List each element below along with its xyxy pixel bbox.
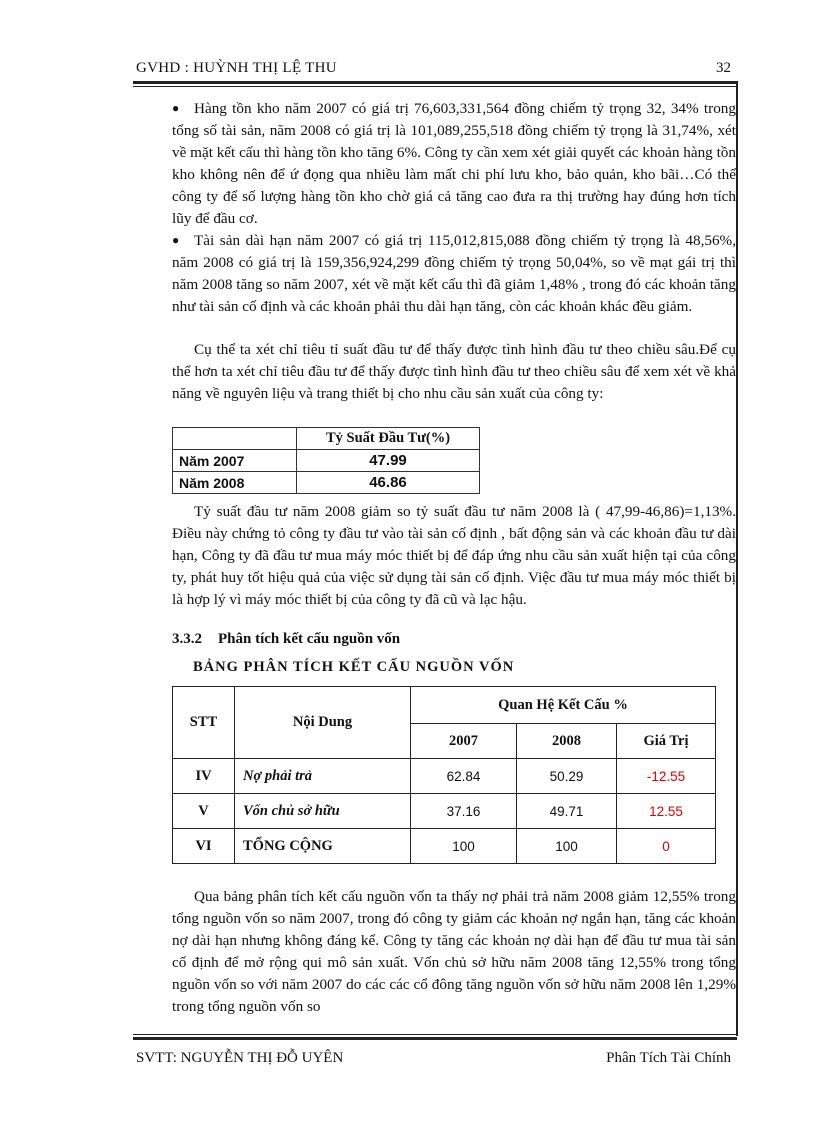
page-footer	[133, 1050, 733, 1072]
investment-row-label: Năm 2007	[173, 450, 297, 472]
footer-rule-thin	[133, 1034, 737, 1035]
bullet-dot-icon: ●	[172, 101, 180, 115]
investment-table-header: Tỷ Suất Đầu Tư(%)	[297, 428, 480, 450]
footer-student: SVTT: NGUYỄN THỊ ĐỖ UYÊN	[136, 1050, 344, 1066]
row-2008: 50.29	[517, 759, 617, 794]
section-title: Phân tích kết cấu nguồn vốn	[218, 631, 401, 647]
row-value: 0	[617, 829, 716, 864]
row-2008: 49.71	[517, 794, 617, 829]
table-row	[173, 829, 716, 864]
page-header	[133, 58, 733, 80]
col-2007-header: 2007	[411, 724, 517, 759]
investment-table-corner	[173, 428, 297, 450]
bullet-long-term-assets-text: Tài sản dài hạn năm 2007 có giá trị 115,012,815,088 đồng chiếm tỷ trọng là 48,56%, năm 2008 có giá trị là 159,356,924,299 đồng chiếm tỷ trọng 50,04%, so về mạt gái trị thì năm 2008 tăng so năm 2007, xét về mặt kết cấu thì đã giảm 1,48% , trong đó các khoản tăng như tài sản cố định và các khoản phải thu dài hạn tăng, còn các khoản khác đều giảm.	[172, 232, 736, 315]
bullet-inventory	[172, 98, 736, 229]
row-2008: 100	[517, 829, 617, 864]
row-2007: 100	[411, 829, 517, 864]
capital-structure-table	[172, 686, 716, 864]
section-heading	[172, 631, 400, 648]
header-rule-thin	[133, 86, 737, 87]
row-content: Nợ phải trả	[235, 759, 411, 794]
row-value: -12.55	[617, 759, 716, 794]
footer-rule-thick	[133, 1037, 737, 1040]
investment-row-value: 46.86	[297, 472, 480, 494]
col-stt-header: STT	[173, 687, 235, 759]
page-number: 32	[716, 60, 731, 76]
row-stt: V	[173, 794, 235, 829]
page-border-right	[736, 81, 738, 1036]
row-stt: IV	[173, 759, 235, 794]
bullet-long-term-assets	[172, 230, 736, 318]
table-row	[173, 759, 716, 794]
investment-row-label: Năm 2008	[173, 472, 297, 494]
header-rule-thick	[133, 81, 737, 84]
row-value: 12.55	[617, 794, 716, 829]
row-content: TỔNG CỘNG	[235, 829, 411, 864]
paragraph-intro: Cụ thể ta xét chỉ tiêu tỉ suất đầu tư để thấy được tình hình đầu tư theo chiều sâu.Để cụ thể hơn ta xét chỉ tiêu đầu tư để thấy được tình hình đầu tư theo chiều sâu để xem xét về khả năng về nguyên liệu và trang thiết bị cho nhu cầu sản xuất của công ty:	[172, 341, 736, 402]
investment-row-value: 47.99	[297, 450, 480, 472]
col-2008-header: 2008	[517, 724, 617, 759]
col-content-header: Nội Dung	[235, 687, 411, 759]
table-row	[173, 794, 716, 829]
col-value-header: Giá Trị	[617, 724, 716, 759]
paragraph-investment: Tỷ suất đầu tư năm 2008 giảm so tỷ suất đầu tư năm 2008 là ( 47,99-46,86)=1,13%. Điều này chứng tỏ công ty đầu tư vào tài sản cố định , bất động sản và các khoản đầu tư dài hạn, Công ty đã đầu tư mua máy móc thiết bị để đáp ứng nhu cầu sản xuất hiện tại của công ty, phát huy tốt hiệu quả của việc sử dụng tài sản cố định. Việc đầu tư mua máy móc thiết bị là hợp lý vì máy móc thiết bị của công ty đã cũ và lạc hậu.	[172, 503, 736, 608]
row-2007: 37.16	[411, 794, 517, 829]
section-number: 3.3.2	[172, 631, 202, 647]
investment-ratio-table	[172, 427, 480, 494]
footer-subject: Phân Tích Tài Chính	[606, 1050, 731, 1066]
bullet-inventory-text: Hàng tồn kho năm 2007 có giá trị 76,603,331,564 đồng chiếm tỷ trọng 32, 34% trong tổng số tài sản, năm 2008 có giá trị là 101,089,255,518 đồng chiếm tỷ trọng là 31,74%, xét về mặt kết cấu thì hàng tồn kho tăng 6%. Công ty cần xem xét giải quyết các khoản hàng tồn kho không nên để ứ đọng qua nhiều làm mất chi phí lưu kho, bảo quản, kho bãi…Có thể công ty để số lượng hàng tồn kho chờ giá cả tăng cao đưa ra thị trường hay đúng hơn tích lũy để đầu cơ.	[172, 100, 736, 227]
row-content: Vốn chủ sở hữu	[235, 794, 411, 829]
row-2007: 62.84	[411, 759, 517, 794]
header-instructor: GVHD : HUỲNH THỊ LỆ THU	[136, 60, 337, 76]
row-stt: VI	[173, 829, 235, 864]
bullet-dot-icon: ●	[172, 233, 180, 247]
capital-table-title: BẢNG PHÂN TÍCH KẾT CẤU NGUỒN VỐN	[193, 659, 515, 675]
col-group-header: Quan Hệ Kết Cấu %	[411, 687, 716, 724]
paragraph-conclusion: Qua bảng phân tích kết cấu nguồn vốn ta thấy nợ phải trả năm 2008 giảm 12,55% trong tổng nguồn vốn so năm 2007, trong đó công ty giảm các khoản nợ ngắn hạn, tăng các khoản nợ dài hạn nhưng không đáng kể. Công ty tăng các khoản nợ dài hạn để đầu tư mua tài sản cố định để mở rộng qui mô sản xuất. Vốn chủ sở hữu năm 2008 tăng 12,55% trong tổng nguồn vốn so với năm 2007 do các các cổ đông tăng nguồn vốn sở hữu năm 2008 lên 1,29% trong tổng nguồn vốn so	[172, 888, 736, 1015]
